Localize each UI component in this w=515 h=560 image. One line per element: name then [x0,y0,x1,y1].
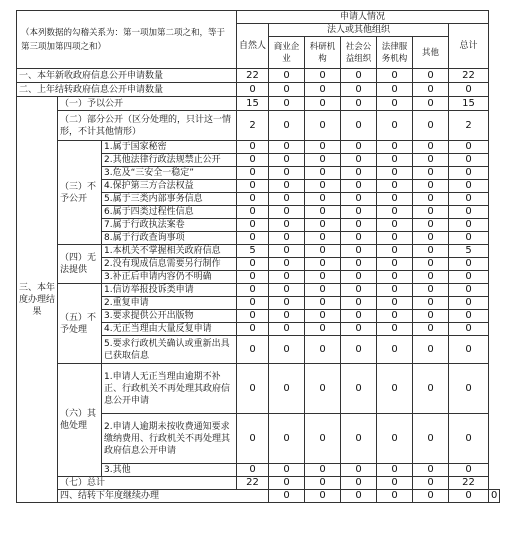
cell-value: 0 [269,180,305,193]
cell-value: 0 [341,232,377,245]
applicant-status-header: 申请人情况 [237,11,489,24]
row-label: （一）予以公开 [58,97,237,111]
row-label: 6.属于四类过程性信息 [102,206,237,219]
cell-value: 0 [305,206,341,219]
cell-value: 0 [377,219,413,232]
cell-value: 0 [413,245,449,258]
cell-value: 0 [341,490,377,503]
cell-value: 0 [305,364,341,414]
cell-value: 0 [237,414,269,464]
cell-value: 0 [341,464,377,477]
cell-value: 0 [413,336,449,364]
cell-value: 0 [341,323,377,336]
cell-value: 0 [237,167,269,180]
cell-value: 0 [377,310,413,323]
cell-value: 0 [449,364,489,414]
cell-value: 0 [237,83,269,97]
row-label: 4.保护第三方合法权益 [102,180,237,193]
cell-value: 0 [377,464,413,477]
cell-value: 0 [377,414,413,464]
row-label: 7.属于行政执法案卷 [102,219,237,232]
cell-value: 0 [305,83,341,97]
cell-value: 0 [413,464,449,477]
cell-value: 0 [341,414,377,464]
cell-value: 0 [269,69,305,83]
cell-value: 0 [449,167,489,180]
cell-value: 0 [341,167,377,180]
row-label: 3.要求提供公开出版物 [102,310,237,323]
cell-value: 22 [237,477,269,490]
table-row [17,245,500,258]
table-row [17,141,500,154]
cell-value: 0 [269,336,305,364]
cell-value: 0 [449,180,489,193]
cell-value: 0 [269,219,305,232]
cell-value: 0 [237,180,269,193]
cell-value: 0 [269,297,305,310]
table-row [17,364,500,414]
natural-person-header: 自然人 [237,24,269,69]
cell-value: 0 [305,154,341,167]
cell-value: 0 [269,364,305,414]
table-row [17,69,500,83]
cell-value: 0 [269,271,305,284]
cell-value: 0 [305,336,341,364]
row-label: 2.申请人逾期未按收费通知要求缴纳费用、行政机关不再处理其政府信息公开申请 [102,414,237,464]
cell-value: 0 [341,219,377,232]
cell-value: 0 [305,180,341,193]
cell-value: 0 [269,232,305,245]
cell-value: 0 [377,271,413,284]
cell-value: 0 [449,336,489,364]
cell-value: 0 [341,193,377,206]
table-note: （本列数据的勾稽关系为：第一项加第二项之和，等于第三项加第四项之和） [17,11,237,69]
table-row [17,477,500,490]
row-label: 2.重复申请 [102,297,237,310]
cell-value: 0 [413,219,449,232]
section-3-label: 三、本年度办理结果 [17,97,58,503]
cell-value: 0 [305,97,341,111]
gov-info-disclosure-table [16,10,500,503]
cell-value: 0 [341,83,377,97]
cell-value: 0 [449,219,489,232]
cell-value: 0 [237,206,269,219]
cell-value: 0 [237,271,269,284]
cell-value: 0 [305,297,341,310]
legal-or-org-header: 法人或其他组织 [269,24,449,37]
cell-value: 15 [449,97,489,111]
cell-value: 0 [305,464,341,477]
col-header-business: 商业企业 [269,37,305,69]
cell-value: 0 [269,97,305,111]
cell-value: 0 [449,154,489,167]
row-label: 5.属于三类内部事务信息 [102,193,237,206]
cell-value: 0 [413,141,449,154]
row-label: 5.要求行政机关确认或重新出具已获取信息 [102,336,237,364]
cell-value: 0 [269,258,305,271]
col-header-legal-service: 法律服务机构 [377,37,413,69]
cell-value: 0 [377,69,413,83]
cell-value: 0 [377,193,413,206]
cell-value: 0 [269,83,305,97]
cell-value: 0 [269,323,305,336]
cell-value: 0 [341,271,377,284]
cell-value: 0 [377,206,413,219]
cell-value: 0 [305,232,341,245]
cell-value: 0 [413,297,449,310]
cell-value: 0 [237,141,269,154]
cell-value: 0 [413,206,449,219]
row-label: 3.补正后申请内容仍不明确 [102,271,237,284]
row-label: 二、上年结转政府信息公开申请数量 [17,83,237,97]
cell-value: 0 [237,336,269,364]
cell-value: 0 [305,490,341,503]
row-label: 8.属于行政查询事项 [102,232,237,245]
cell-value: 0 [449,310,489,323]
cell-value: 22 [449,69,489,83]
cell-value: 0 [237,464,269,477]
cell-value: 0 [449,297,489,310]
cell-value: 0 [413,258,449,271]
cell-value: 0 [413,83,449,97]
cell-value: 0 [341,245,377,258]
cell-value: 0 [341,477,377,490]
table-row [17,97,500,111]
row-label: 3.危及“三安全一稳定” [102,167,237,180]
cell-value: 0 [413,111,449,141]
cell-value: 0 [341,97,377,111]
table-row [17,490,500,503]
cell-value: 0 [269,245,305,258]
cell-value: 0 [305,167,341,180]
cell-value: 0 [269,154,305,167]
cell-value: 0 [237,154,269,167]
cell-value: 0 [449,141,489,154]
cell-value: 0 [377,141,413,154]
row-label: 1.本机关不掌握相关政府信息 [102,245,237,258]
row-label: （二）部分公开（区分处理的，只计这一情形，不计其他情形） [58,111,237,141]
cell-value: 0 [341,284,377,297]
cell-value: 0 [449,271,489,284]
row-label: 1.信访举报投诉类申请 [102,284,237,297]
cell-value: 0 [413,154,449,167]
cell-value: 0 [269,310,305,323]
cell-value: 0 [237,232,269,245]
cell-value: 0 [269,284,305,297]
cell-value: 0 [269,167,305,180]
cell-value: 0 [413,490,449,503]
cell-value: 0 [377,97,413,111]
cell-value: 0 [377,364,413,414]
cell-value: 0 [269,111,305,141]
cell-value: 0 [449,323,489,336]
cell-value: 0 [305,219,341,232]
cell-value: 0 [449,284,489,297]
cell-value: 5 [449,245,489,258]
row-label: 1.申请人无正当理由逾期不补正、行政机关不再处理其政府信息公开申请 [102,364,237,414]
cell-value: 0 [449,193,489,206]
cell-value: 0 [377,297,413,310]
cell-value: 0 [237,193,269,206]
cell-value: 0 [377,336,413,364]
cell-value: 0 [341,141,377,154]
cell-value: 5 [237,245,269,258]
cell-value: 0 [449,414,489,464]
cell-value: 22 [449,477,489,490]
cell-value: 0 [413,364,449,414]
cell-value: 0 [413,232,449,245]
cell-value: 0 [341,336,377,364]
cell-value: 0 [305,323,341,336]
row-label: 4.无正当理由大量反复申请 [102,323,237,336]
cell-value: 0 [377,258,413,271]
cell-value: 0 [449,206,489,219]
group-4-label: （四）无法提供 [58,245,102,284]
row-label: 2.没有现成信息需要另行制作 [102,258,237,271]
cell-value: 0 [377,111,413,141]
cell-value: 0 [305,258,341,271]
cell-value: 0 [377,180,413,193]
cell-value: 0 [413,180,449,193]
cell-value: 0 [449,258,489,271]
table-row [17,284,500,297]
cell-value: 0 [341,364,377,414]
cell-value: 0 [413,97,449,111]
col-header-research: 科研机构 [305,37,341,69]
col-header-public-welfare: 社会公益组织 [341,37,377,69]
cell-value: 0 [305,284,341,297]
cell-value: 0 [269,464,305,477]
cell-value: 0 [413,414,449,464]
cell-value: 0 [237,284,269,297]
cell-value: 0 [269,477,305,490]
cell-value: 22 [237,69,269,83]
gov-info-disclosure-table-container [16,10,500,503]
cell-value: 0 [413,271,449,284]
table-row [17,111,500,141]
cell-value: 0 [237,297,269,310]
cell-value: 0 [449,464,489,477]
cell-value: 0 [237,258,269,271]
cell-value: 0 [377,245,413,258]
cell-value: 0 [341,258,377,271]
total-header: 总计 [449,24,489,69]
cell-value: 0 [341,154,377,167]
cell-value: 0 [237,323,269,336]
cell-value: 0 [237,310,269,323]
row-label: 2.其他法律行政法规禁止公开 [102,154,237,167]
cell-value: 0 [377,323,413,336]
cell-value: 0 [269,490,305,503]
cell-value: 0 [377,167,413,180]
cell-value: 0 [449,490,489,503]
group-5-label: （五）不予处理 [58,284,102,364]
cell-value: 0 [413,193,449,206]
cell-value: 0 [341,297,377,310]
cell-value: 0 [413,477,449,490]
cell-value: 0 [341,180,377,193]
row-label: 3.其他 [102,464,237,477]
cell-value: 0 [377,490,413,503]
cell-value: 0 [305,111,341,141]
col-header-other: 其他 [413,37,449,69]
cell-value: 0 [377,284,413,297]
cell-value: 0 [377,154,413,167]
row-label: 1.属于国家秘密 [102,141,237,154]
cell-value: 0 [305,477,341,490]
cell-value: 0 [305,271,341,284]
cell-value: 0 [341,69,377,83]
cell-value: 0 [305,310,341,323]
cell-value: 0 [413,69,449,83]
cell-value: 0 [305,193,341,206]
cell-value: 0 [449,83,489,97]
cell-value: 0 [305,245,341,258]
cell-value: 0 [377,83,413,97]
cell-value: 0 [269,206,305,219]
cell-value: 0 [413,167,449,180]
cell-value: 0 [237,364,269,414]
row-label: 一、本年新收政府信息公开申请数量 [17,69,237,83]
cell-value: 0 [305,141,341,154]
cell-value: 0 [269,141,305,154]
cell-value: 0 [341,206,377,219]
cell-value: 0 [269,414,305,464]
cell-value: 0 [489,490,500,503]
cell-value: 2 [237,111,269,141]
cell-value: 15 [237,97,269,111]
cell-value: 0 [305,414,341,464]
cell-value: 0 [341,111,377,141]
cell-value: 0 [413,310,449,323]
cell-value: 0 [413,323,449,336]
cell-value: 0 [449,232,489,245]
cell-value: 0 [377,477,413,490]
cell-value: 0 [341,310,377,323]
group-6-label: （六）其他处理 [58,364,102,477]
cell-value: 0 [305,69,341,83]
group-3-label: （三）不予公开 [58,141,102,245]
cell-value: 0 [269,193,305,206]
cell-value: 0 [413,284,449,297]
cell-value: 0 [237,219,269,232]
row-label: 四、结转下年度继续办理 [58,490,269,503]
row-label: （七）总计 [58,477,237,490]
cell-value: 2 [449,111,489,141]
table-row [17,83,500,97]
cell-value: 0 [377,232,413,245]
